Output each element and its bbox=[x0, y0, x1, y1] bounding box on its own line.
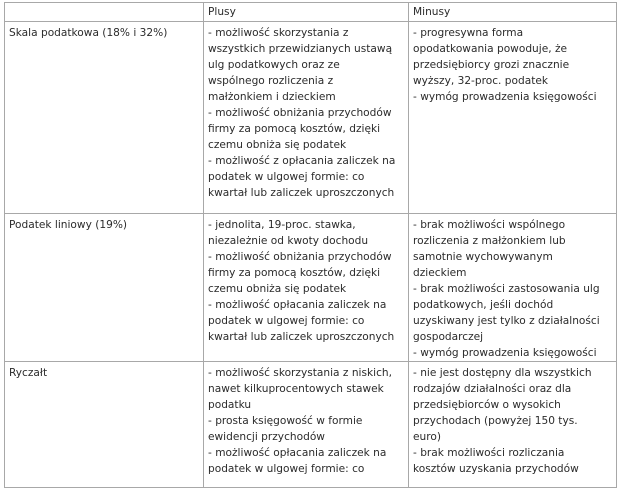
plusy-line: firmy za pomocą kosztów, dzięki bbox=[208, 123, 381, 135]
plusy-line: nawet kilkuprocentowych stawek bbox=[208, 383, 384, 395]
row-label: Skala podatkowa (18% i 32%) bbox=[9, 27, 168, 39]
plusy-line: - jednolita, 19-proc. stawka, bbox=[208, 219, 356, 231]
plusy-cell bbox=[204, 362, 409, 488]
minusy-line: przedsiębiorców o wysokich bbox=[413, 399, 561, 411]
minusy-line: - brak możliwości wspólnego bbox=[413, 219, 566, 231]
plusy-line: ewidencji przychodów bbox=[208, 431, 325, 443]
minusy-line: wyższy, 32-proc. podatek bbox=[413, 75, 548, 87]
table-row bbox=[5, 214, 617, 362]
plusy-line: czemu obniża się podatek bbox=[208, 139, 347, 151]
table-header-row bbox=[5, 3, 617, 22]
minusy-line: kosztów uzyskania przychodów bbox=[413, 463, 579, 475]
minusy-line: samotnie wychowywanym bbox=[413, 251, 553, 263]
minusy-line: - wymóg prowadzenia księgowości bbox=[413, 91, 597, 103]
minusy-cell bbox=[409, 362, 617, 488]
minusy-line: rodzajów działalności oraz dla bbox=[413, 383, 572, 395]
plusy-line: - możliwość z opłacania zaliczek na bbox=[208, 155, 396, 167]
minusy-cell bbox=[409, 22, 617, 214]
plusy-line: - możliwość obniżania przychodów bbox=[208, 107, 392, 119]
plusy-cell bbox=[204, 22, 409, 214]
minusy-line: przedsiębiorcy grozi znacznie bbox=[413, 59, 570, 71]
minusy-line: dzieckiem bbox=[413, 267, 467, 279]
plusy-line: podatek w ulgowej formie: co bbox=[208, 463, 365, 475]
minusy-line: - brak możliwości zastosowania ulg bbox=[413, 283, 600, 295]
tax-comparison-table bbox=[4, 2, 617, 488]
table-row bbox=[5, 362, 617, 488]
plusy-line: wszystkich przewidzianych ustawą bbox=[208, 43, 393, 55]
row-label-cell bbox=[5, 362, 204, 488]
plusy-line: małżonkiem i dzieckiem bbox=[208, 91, 336, 103]
minusy-line: - brak możliwości rozliczania bbox=[413, 447, 565, 459]
plusy-line: kwartał lub zaliczek uproszczonych bbox=[208, 187, 395, 199]
minusy-line: podatkowych, jeśli dochód bbox=[413, 299, 554, 311]
row-label-cell bbox=[5, 214, 204, 362]
plusy-line: wspólnego rozliczenia z bbox=[208, 75, 334, 87]
plusy-line: - możliwość opłacania zaliczek na bbox=[208, 299, 387, 311]
minusy-line: rozliczenia z małżonkiem lub bbox=[413, 235, 566, 247]
plusy-line: niezależnie od kwoty dochodu bbox=[208, 235, 369, 247]
plusy-cell bbox=[204, 214, 409, 362]
plusy-line: podatku bbox=[208, 399, 252, 411]
minusy-line: - nie jest dostępny dla wszystkich bbox=[413, 367, 592, 379]
plusy-line: podatek w ulgowej formie: co bbox=[208, 171, 365, 183]
plusy-line: - możliwość obniżania przychodów bbox=[208, 251, 392, 263]
plusy-line: - możliwość opłacania zaliczek na bbox=[208, 447, 387, 459]
plusy-line: firmy za pomocą kosztów, dzięki bbox=[208, 267, 381, 279]
header-minusy: Minusy bbox=[409, 3, 617, 22]
minusy-line: - wymóg prowadzenia księgowości bbox=[413, 347, 597, 359]
minusy-line: - progresywna forma bbox=[413, 27, 524, 39]
minusy-cell bbox=[409, 214, 617, 362]
minusy-line: opodatkowania powoduje, że bbox=[413, 43, 568, 55]
row-label: Podatek liniowy (19%) bbox=[9, 219, 128, 231]
plusy-line: ulg podatkowych oraz ze bbox=[208, 59, 340, 71]
minusy-line: euro) bbox=[413, 431, 441, 443]
row-label: Ryczałt bbox=[9, 367, 48, 379]
plusy-line: kwartał lub zaliczek uproszczonych bbox=[208, 331, 395, 343]
minusy-line: przychodach (powyżej 150 tys. bbox=[413, 415, 578, 427]
plusy-line: - możliwość skorzystania z bbox=[208, 27, 349, 39]
plusy-line: - prosta księgowość w formie bbox=[208, 415, 363, 427]
plusy-line: podatek w ulgowej formie: co bbox=[208, 315, 365, 327]
header-plusy: Plusy bbox=[204, 3, 409, 22]
minusy-line: gospodarczej bbox=[413, 331, 484, 343]
minusy-line: uzyskiwany jest tylko z działalności bbox=[413, 315, 600, 327]
header-empty-cell bbox=[5, 3, 204, 22]
row-label-cell bbox=[5, 22, 204, 214]
table-row bbox=[5, 22, 617, 214]
plusy-line: czemu obniża się podatek bbox=[208, 283, 347, 295]
plusy-line: - możliwość skorzystania z niskich, bbox=[208, 367, 393, 379]
